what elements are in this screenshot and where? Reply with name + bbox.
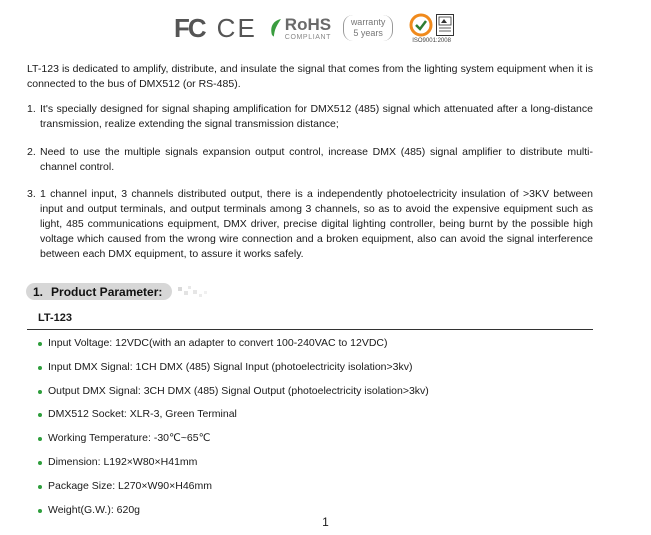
warranty-years: 5 years xyxy=(353,28,383,38)
certification-logos xyxy=(174,8,454,48)
fcc-logo: FC xyxy=(174,12,205,43)
bullet-icon xyxy=(38,413,42,417)
parameter-text: Input Voltage: 12VDC(with an adapter to convert 100-240VAC to 12VDC) xyxy=(48,337,388,349)
section-title: Product Parameter: xyxy=(51,284,163,299)
iso-circle-icon xyxy=(409,13,433,37)
parameter-text: Output DMX Signal: 3CH DMX (485) Signal Output (photoelectricity isolation>3kv) xyxy=(48,384,429,397)
rohs-logo xyxy=(269,16,331,41)
feature-item-3 xyxy=(27,187,593,262)
bullet-icon xyxy=(38,461,42,465)
parameter-item xyxy=(38,385,429,409)
intro-paragraph: LT-123 is dedicated to amplify, distribute, and insulate the signal that comes from the lighting system equipment when it is connected to the bus of DMX512 (or RS-485). xyxy=(27,63,593,90)
model-name: LT-123 xyxy=(38,312,73,324)
bullet-icon xyxy=(38,390,42,394)
iso-caption: ISO9001:2008 xyxy=(412,37,451,44)
parameter-text: Working Temperature: -30℃~65℃ xyxy=(48,432,211,445)
section-pill xyxy=(26,283,172,300)
parameter-item xyxy=(38,432,429,456)
warranty-badge xyxy=(343,15,393,41)
rohs-text: RoHS xyxy=(284,14,332,34)
bullet-icon xyxy=(38,509,42,513)
parameter-text: DMX512 Socket: XLR-3, Green Terminal xyxy=(48,408,237,421)
bullet-icon xyxy=(38,437,42,441)
bullet-icon xyxy=(38,485,42,489)
horizontal-divider xyxy=(27,329,593,330)
parameter-text: Weight(G.W.): 620g xyxy=(48,503,141,516)
feature-number: 1. xyxy=(27,103,36,115)
certificate-icon xyxy=(436,14,454,36)
bullet-icon xyxy=(38,366,42,370)
feature-number: 2. xyxy=(27,146,36,158)
feature-text: Need to use the multiple signals expansion output control, increase DMX (485) signal amplifier to distribute multi-channel control. xyxy=(40,146,593,173)
parameter-list xyxy=(38,337,429,527)
feature-text: 1 channel input, 3 channels distributed output, there is a independently photoelectricity insulation of >3KV between input and output terminals, and output terminals among 3 channels, so as to avoid the expensive equipment such as light, 485 communications equipment, DMX driver, precise digital lighting controller, being burnt by the possible high voltage which caused from the wrong wire connection and a broken equipment, also can avoid the signal interference between each DMX equipment, to assure it works safely. xyxy=(40,188,593,260)
ce-logo: CE xyxy=(216,12,257,43)
leaf-icon xyxy=(269,18,283,38)
rohs-compliant-text: COMPLIANT xyxy=(284,33,332,41)
parameter-text: Input DMX Signal: 1CH DMX (485) Signal Input (photoelectricity isolation>3kv) xyxy=(48,360,413,373)
section-number: 1. xyxy=(33,284,44,299)
decorative-dots xyxy=(178,285,212,299)
feature-number: 3. xyxy=(27,188,36,200)
feature-item-1 xyxy=(27,102,593,132)
parameter-item xyxy=(38,361,429,385)
parameter-item xyxy=(38,337,429,361)
parameter-text: Package Size: L270×W90×H46mm xyxy=(48,479,213,492)
section-heading xyxy=(26,283,212,300)
feature-item-2 xyxy=(27,145,593,175)
parameter-item xyxy=(38,456,429,480)
page-number: 1 xyxy=(322,515,329,529)
parameter-item xyxy=(38,408,429,432)
warranty-label: warranty xyxy=(350,17,386,27)
iso-certification xyxy=(409,13,454,44)
feature-text: It's specially designed for signal shaping amplification for DMX512 (485) signal which attenuated after a long-distance transmission, realize extending the signal transmission distance; xyxy=(40,103,593,130)
parameter-item xyxy=(38,480,429,504)
bullet-icon xyxy=(38,342,42,346)
parameter-text: Dimension: L192×W80×H41mm xyxy=(48,455,198,468)
